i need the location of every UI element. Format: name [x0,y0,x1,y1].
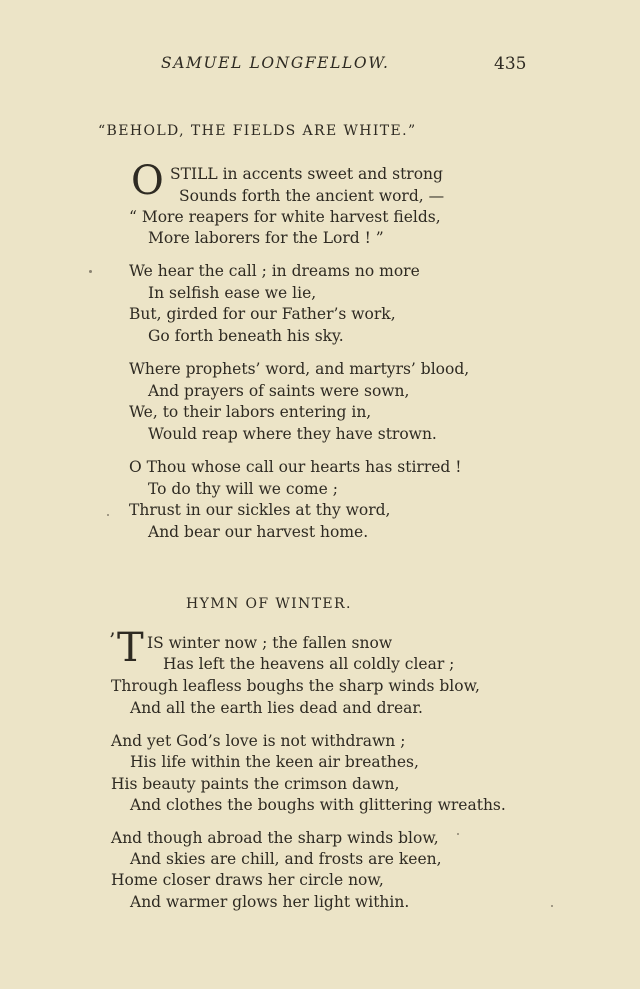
poem-line: Would reap where they have strown. [148,425,437,443]
poem-line: In selfish ease we lie, [148,284,317,302]
paper-speck [551,905,553,907]
poem-line: More laborers for the Lord ! ” [148,229,384,247]
poem-line: Go forth beneath his sky. [148,327,344,345]
poem-line: STILL in accents sweet and strong [170,165,443,183]
poem-line: Where prophets’ word, and martyrs’ blood, [129,360,470,378]
poem-line: And all the earth lies dead and drear. [130,699,423,717]
poem-line: And though abroad the sharp winds blow, [111,829,439,847]
apostrophe-mark: ’ [109,628,116,652]
poem-line: Sounds forth the ancient word, — [179,187,445,205]
poem-line: We, to their labors entering in, [129,403,372,421]
poem-line: To do thy will we come ; [148,480,338,498]
poem-line: And bear our harvest home. [148,523,369,541]
page-number: 435 [494,54,527,74]
running-head-author: SAMUEL LONGFELLOW. [161,54,390,72]
poem-title-hymn-of-winter: HYMN OF WINTER. [186,596,352,612]
poem-line: O Thou whose call our hearts has stirred ! [129,458,462,476]
running-head [0,54,640,78]
paper-speck [107,514,109,516]
poem-line: And yet God’s love is not withdrawn ; [111,732,406,750]
poem-line: And prayers of saints were sown, [148,382,410,400]
drop-cap-o: O [131,158,164,204]
poem-line: IS winter now ; the fallen snow [147,634,393,652]
paper-speck [457,833,459,835]
poem-title-behold: “BEHOLD, THE FIELDS ARE WHITE.” [98,123,417,139]
poem-line: And skies are chill, and frosts are keen, [130,850,442,868]
poem-line: “ More reapers for white harvest fields, [129,208,441,226]
poem-line: Has left the heavens all coldly clear ; [163,655,455,673]
poem-line: We hear the call ; in dreams no more [129,262,420,280]
poem-line: But, girded for our Father’s work, [129,305,396,323]
poem-line: Home closer draws her circle now, [111,871,384,889]
poem-line: Thrust in our sickles at thy word, [129,501,391,519]
paper-speck [89,270,92,273]
poem-line: His life within the keen air breathes, [130,753,419,771]
poem-line: And clothes the boughs with glittering wreaths. [130,796,506,814]
poem-line: And warmer glows her light within. [130,893,410,911]
drop-cap-t: T [117,625,144,671]
poem-line: Through leafless boughs the sharp winds blow, [111,677,480,695]
poem-line: His beauty paints the crimson dawn, [111,775,400,793]
